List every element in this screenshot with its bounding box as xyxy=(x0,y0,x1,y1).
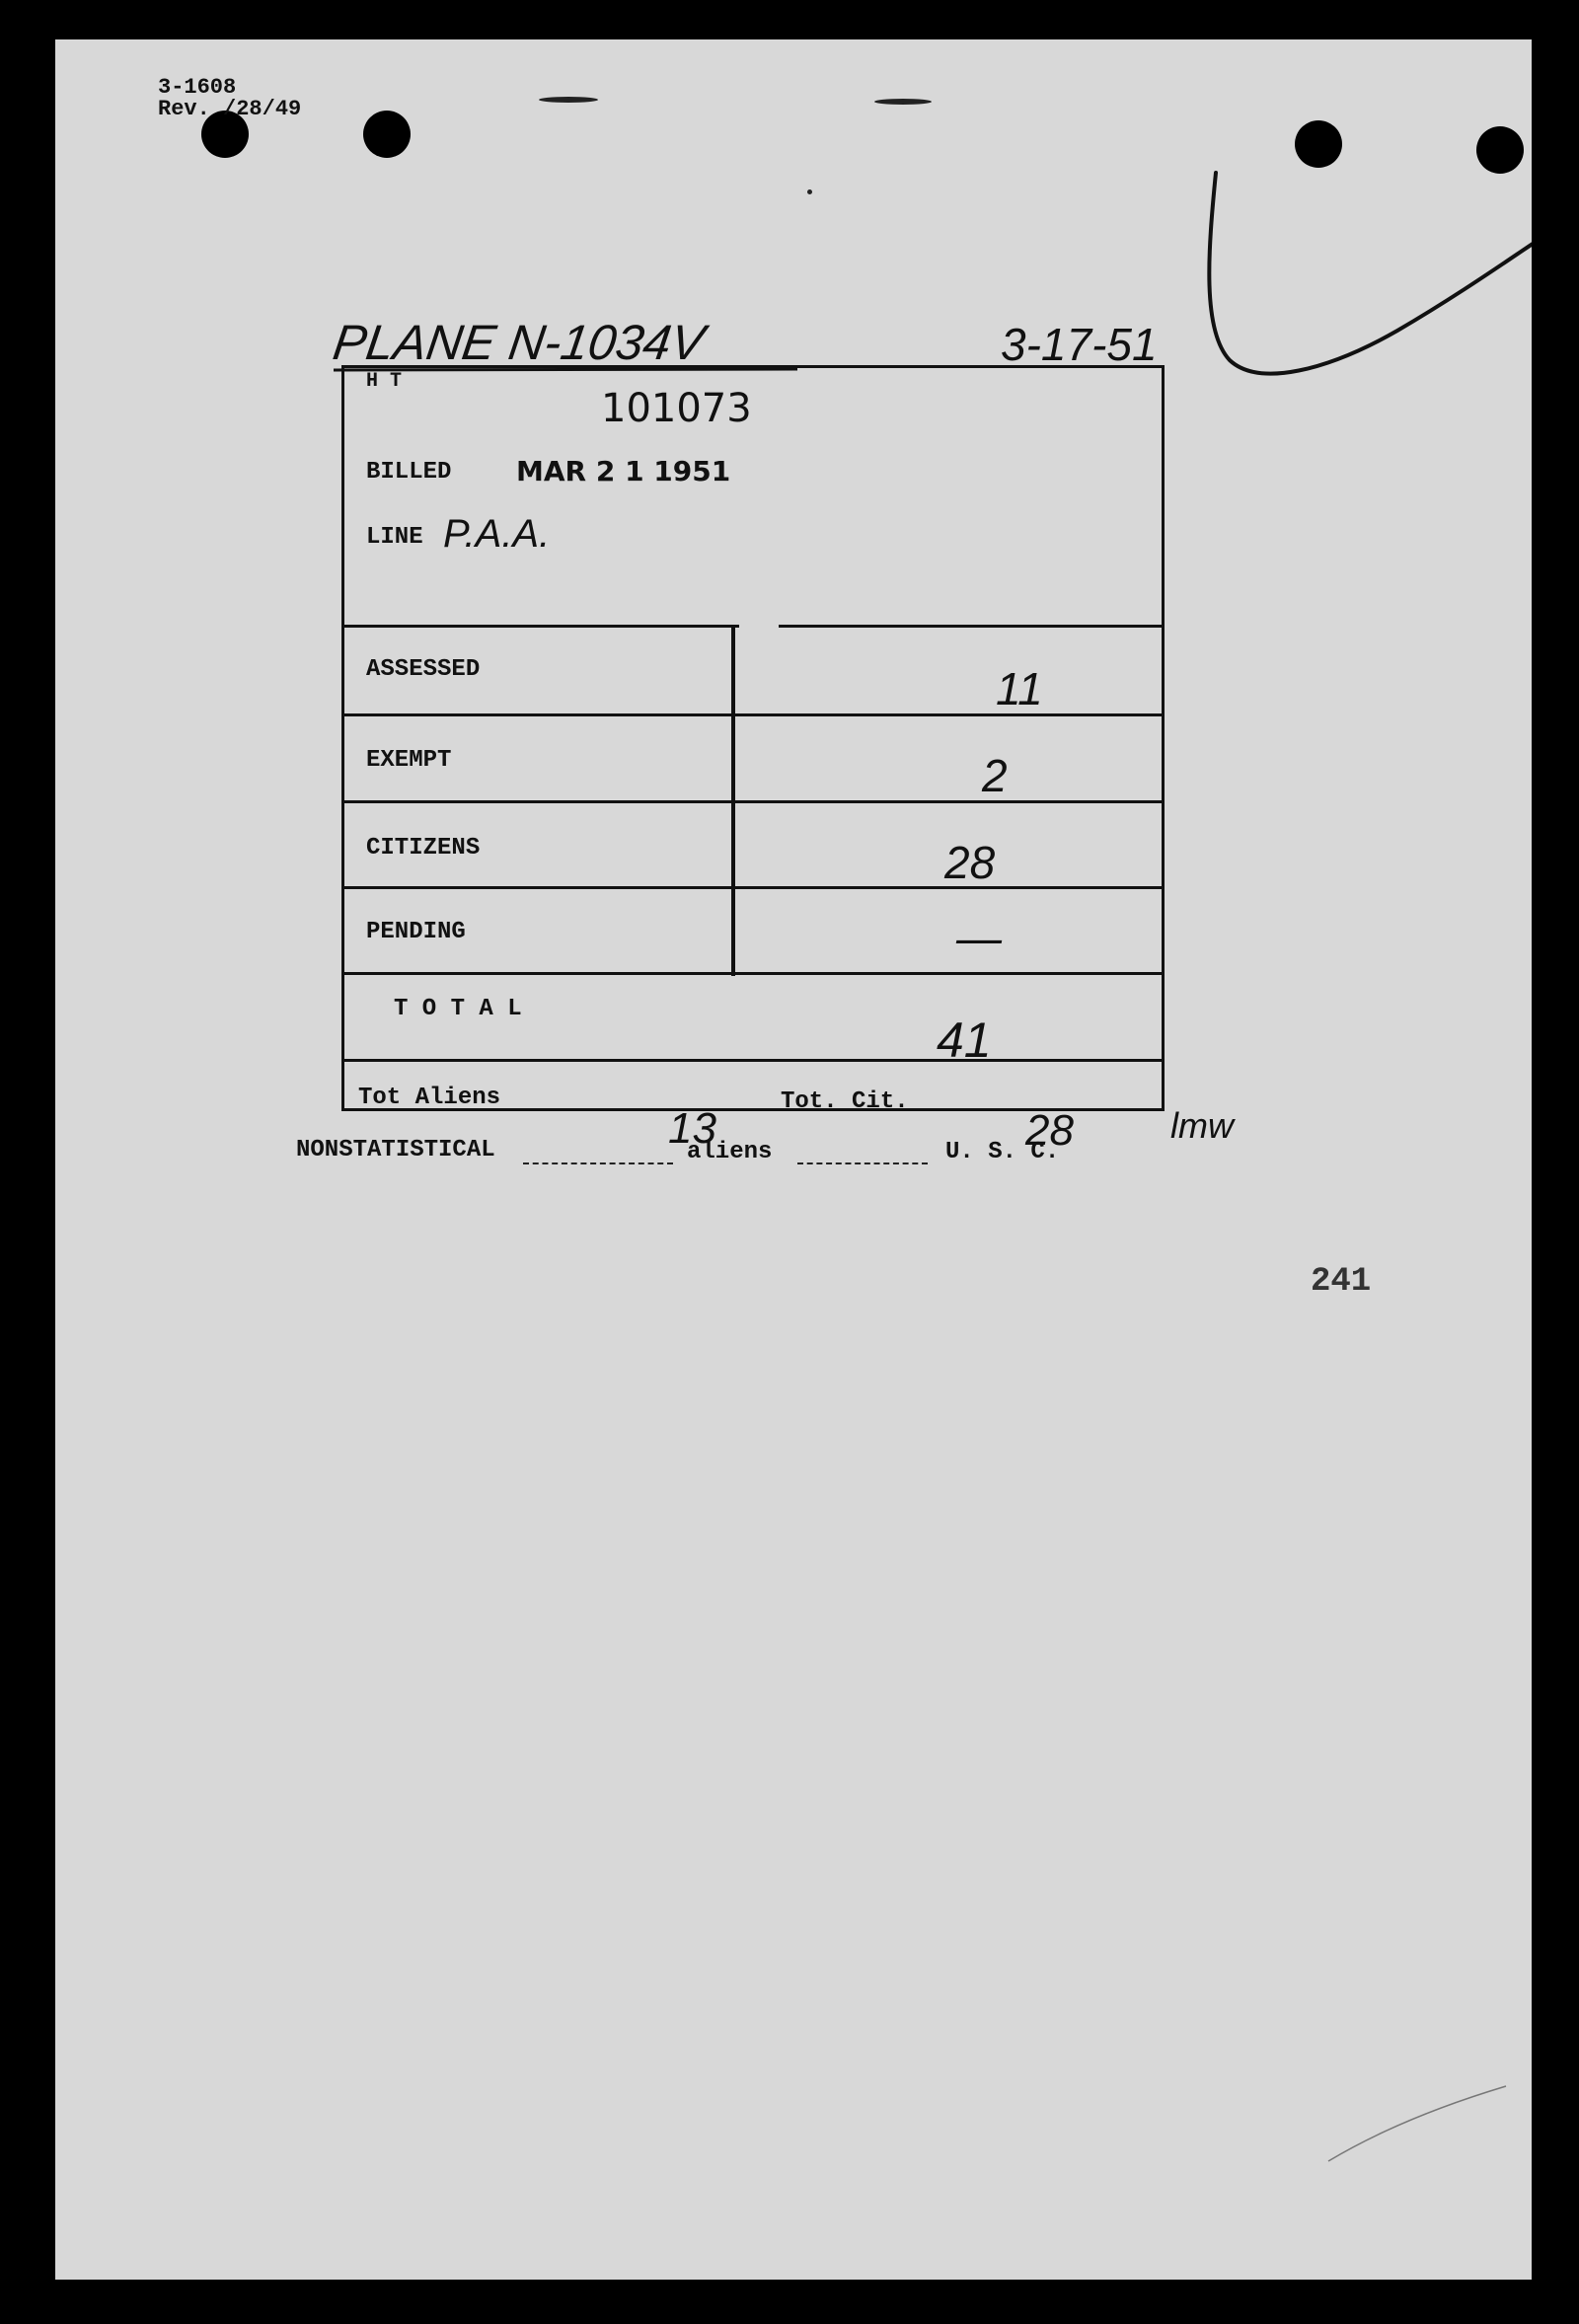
punch-hole-left-2 xyxy=(363,111,411,158)
form-revision: Rev. /28/49 xyxy=(158,97,302,121)
nonstatistical-blank xyxy=(523,1162,673,1164)
citizens-label: CITIZENS xyxy=(366,835,481,862)
tot-cit-value: 28 xyxy=(1025,1106,1074,1155)
billed-label: BILLED xyxy=(366,459,452,486)
row-divider xyxy=(344,1059,1164,1062)
billed-date-stamp: MAR 2 1 1951 xyxy=(516,455,731,487)
line-label: LINE xyxy=(366,524,423,551)
pencil-mark xyxy=(1318,2072,1516,2171)
smudge-mark xyxy=(539,97,598,103)
row-divider xyxy=(344,972,1164,975)
smudge-mark xyxy=(807,189,812,194)
ht-number: 101073 xyxy=(601,386,752,431)
smudge-mark xyxy=(874,99,932,105)
checkmark-icon xyxy=(1200,133,1532,419)
exempt-value: 2 xyxy=(982,750,1008,801)
line-value-handwritten: P.A.A. xyxy=(443,512,551,556)
row-divider xyxy=(344,886,1164,889)
document-page xyxy=(55,39,1532,2280)
column-divider xyxy=(731,625,735,976)
pending-label: PENDING xyxy=(366,919,466,945)
total-label: T O T A L xyxy=(394,996,522,1022)
row-divider xyxy=(779,625,1164,628)
citizens-value: 28 xyxy=(944,837,996,888)
row-divider xyxy=(344,625,739,628)
tot-cit-label: Tot. Cit. xyxy=(781,1088,909,1115)
assessed-value: 11 xyxy=(996,663,1043,714)
total-value: 41 xyxy=(937,1012,992,1068)
tot-aliens-label: Tot Aliens xyxy=(358,1085,501,1111)
aliens-blank xyxy=(797,1162,928,1164)
assessed-label: ASSESSED xyxy=(366,656,481,683)
date-handwritten: 3-17-51 xyxy=(1001,319,1158,370)
aliens-label: aliens xyxy=(687,1139,773,1165)
nonstatistical-label: NONSTATISTICAL xyxy=(296,1137,495,1163)
plane-number-handwritten: PLANE N-1034V xyxy=(330,315,709,370)
initials-handwritten: lmw xyxy=(1170,1105,1234,1146)
tot-aliens-value: 13 xyxy=(668,1104,716,1153)
ht-label: H T xyxy=(366,370,403,393)
usc-label: U. S. C. xyxy=(945,1139,1060,1165)
form-number: 3-1608 xyxy=(158,75,237,100)
row-divider xyxy=(344,800,1164,803)
pending-value: — xyxy=(956,912,1002,963)
page-number: 241 xyxy=(1311,1263,1372,1301)
exempt-label: EXEMPT xyxy=(366,747,452,774)
